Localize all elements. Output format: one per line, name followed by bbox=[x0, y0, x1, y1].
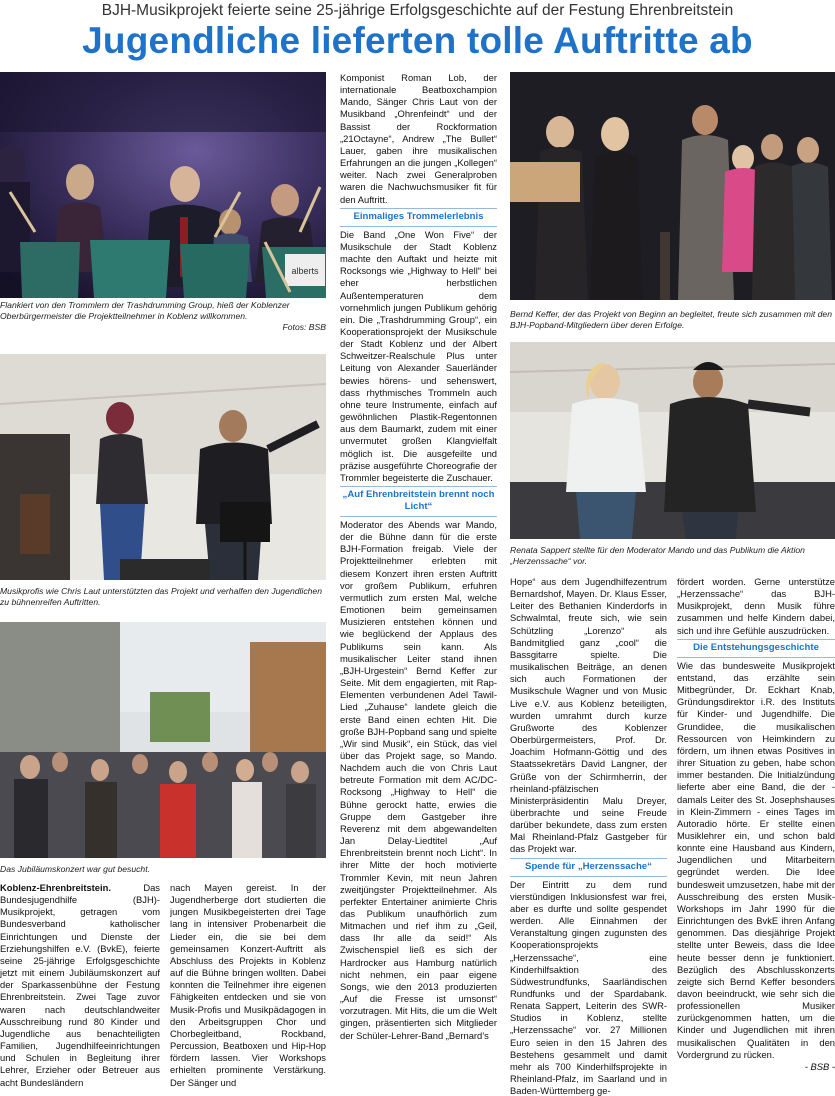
article-column-5 bbox=[677, 576, 835, 1096]
caption-photo1 bbox=[0, 300, 326, 334]
kicker: BJH-Musikprojekt feierte seine 25-jährige Erfolgsgeschichte auf der Festung Ehrenbreitstein bbox=[101, 2, 734, 19]
article-column-4 bbox=[510, 576, 667, 1096]
article-text-c4a: Hope“ aus dem Jugendhilfezentrum Bernardshof, Mayen. Dr. Klaus Esser, Leiter des Bethanien Kinderdorfs in Schwalmtal, freute sich, wie sein Schützling „Lorenzo“ als Bandmitglied ganz „cool“ die Bassgitarre spielte. Die musikalischen Beiträge, an denen sich auch Formationen der Musikschule Wagner und von Music Live e.V. aus Koblenz beteiligten, wurden umrahmt durch kurze Grußworte des Koblenzer Oberbürgermeisters, Prof. Dr. Joachim Hofmann-Göttig und des Staatssekretärs David Langner, der Grüße von der Schirmherrin, der rheinland-pfälzischen Ministerpräsidentin Malu Dreyer, überbrachte und seine Freude darüber bekundete, dass zum ersten Mal Rheinland-Pfalz Gastgeber für das Projekt war. bbox=[510, 576, 667, 855]
subhead-herzenssache: Spende für „Herzenssache“ bbox=[510, 858, 667, 877]
photo-chris-laut-stage-image bbox=[0, 354, 326, 580]
article-column-2 bbox=[170, 882, 326, 1096]
article-text-c3b: Die Band „One Won Five“ der Musikschule der Stadt Koblenz machte den Auftakt und heizte mit Rocksongs wie „Highway to Hell“ bei eher herbstlichen Außentemperaturen dem vornehmlich jungen Publikum gehörig ein. Die „Trashdrumming Group“, ein Kooperationsprojekt der Musikschule der Stadt Koblenz und der Albert Schweitzer-Realschule Plus unter Leitung von Alexander Sauerländer bewies hörens- und sehenswert, dass rhythmisches Trommeln auch ohne teure Instrumente, einfach auf gewöhnlichen Plastik-Regentonnen aus dem Baumarkt, zudem mit einer unvermutet großen Klangvielfalt möglich ist. Die ausgefeilte und präzise ausgeführte Choreografie der Trommler begeisterte die Zuschauer. bbox=[340, 228, 497, 483]
headline: Jugendliche lieferten tolle Auftritte ab bbox=[82, 20, 753, 61]
photo-credit: Fotos: BSB bbox=[282, 322, 326, 333]
caption-photo4: Bernd Keffer, der das Projekt von Beginn an begleitet, freute sich zusammen mit den BJH-Popband-Mitgliedern über deren Erfolge. bbox=[510, 309, 832, 331]
caption-photo3: Das Jubiläumskonzert war gut besucht. bbox=[0, 864, 150, 874]
article-text-c4b: Der Eintritt zu dem rund vierstündigen Inklusionsfest war frei, aber es durfte und sollte gespendet werden. Alle Einnahmen der Veranstaltung gingen zugunsten des Kooperationsprojekts „Herzenssache“, eine Kinderhilfsaktion des Südwestrundfunks, Saarländischen Rundfunks und der Spardabank. Renata Sappert, Leiterin des SWR-Studios in Koblenz, stellte „Herzenssache“ vor. 27 Millionen Euro seien in den 15 Jahren des Bestehens gesammelt und damit mehr als 700 Kinderhilfsprojekte in Rheinland-Pfalz, im Saarland und in Baden-Württemberg ge- bbox=[510, 878, 667, 1096]
caption-photo5: Renata Sappert stellte für den Moderator Mando und das Publikum die Aktion „Herzenssache“ vor. bbox=[510, 545, 805, 567]
banner-text: alberts bbox=[291, 266, 319, 276]
article-column-1 bbox=[0, 882, 160, 1096]
article-column-3 bbox=[340, 72, 497, 1096]
author-signature: - BSB - bbox=[804, 1060, 835, 1072]
article-text-c1: Das Bundesjugendhilfe (BJH)-Musikprojekt, getragen vom Bundesverband katholischer Einrichtungen und Dienste der Erziehungshilfen e.V. (BvkE), feierte seine 25-jährige Erfolgsgeschichte jetzt mit einem Jubiläumskonzert auf der Sparkassenbühne der Festung Ehrenbreitstein. Zwei Tage zuvor waren nach deutschlandweiter Ausschreibung rund 80 Kinder und Jugendliche aus benachteiligten Familien, Jugendhilfeeinrichtungen und Schulen in Begleitung ihrer Lehrer, Erzieher oder Betreuer aus acht Bundesländern bbox=[0, 882, 160, 1088]
photo-crowd bbox=[0, 622, 326, 858]
article-text-c3c: Moderator des Abends war Mando, der die Bühne dann für die erste BJH-Formation freigab. Viele der Projektteilnehmer erlebten mit diesem Konzert ihren ersten Auftritt vor großem Publikum, erfuhren vermutlich zum ersten Mal, welche Emotionen beim gemeinsamen Musizieren entstehen können und wie beglückend der Applaus des Publikums sein kann. Als musikalischer Leiter stand ihnen „BJH-Urgestein“ Bernd Keffer zur Seite. Mit dem engagierten, mit Rap-Elementen verbundenen Adel Tawil-Lied „Zuhause“ landete gleich die erste Band einen echten Hit. Die große BJH-Popband sang und spielte „Wir sind Musik“, ein Stück, das viel über das Projekt sage, so Mando. Nachdem auch die von Chris Laut betreute Formation mit dem AC/DC-Rocksong „Highway to Hell“ die Bühne gerockt hatte, erwies die Gruppe dem Gastgeber ihre Reverenz mit dem abgewandelten Jan Delay-Liedtitel „Auf Ehrenbreitstein brennt noch Licht“. In ihrer Mitte der hoch motivierte Trommler Kevin, mit neun Jahren zweitjüngster Projektteilnehmer. Als perfekter Entertainer animierte Chris das Publikum unaufhörlich zum Mitmachen und rief ihm zu „Geil, dass Ihr alle da seid!“ Als Zwischenspiel ließ es sich der Hardrocker aus Hamburg natürlich nicht nehmen, ein paar eigene Songs, wie den 2013 produzierten „Auf die Fresse ist umsonst“ vorzutragen. Mit Hits, die um die Welt gingen, präsentierten sich Mitglieder der Schüler-Lehrer-Band „Bernard’s bbox=[340, 519, 497, 1041]
photo-popband-image bbox=[510, 72, 835, 300]
photo-herzenssache-image bbox=[510, 342, 835, 539]
article-text-c3a: Komponist Roman Lob, der internationale Beatboxchampion Mando, Sänger Chris Laut von der Musikband „Ohrenfeindt“ und der Bassist der Rockformation „21Octayne“, Andrew „The Bullet“ Lauer, gaben ihre musikalischen Erfahrungen an die jungen „Kollegen“ weiter. Nach zwei Generalproben waren die Nachwuchsmusiker fit für den Auftritt. bbox=[340, 72, 497, 205]
dateline: Koblenz-Ehrenbreitstein. bbox=[0, 882, 111, 893]
photo-chris-laut-stage bbox=[0, 354, 326, 580]
photo-crowd-image bbox=[0, 622, 326, 858]
subhead-ehrenbreitstein: „Auf Ehrenbreitstein brennt noch Licht“ bbox=[340, 486, 497, 517]
subhead-entstehungsgeschichte: Die Entstehungsgeschichte bbox=[677, 639, 835, 658]
photo-drummers-mayor-image bbox=[0, 72, 326, 298]
subhead-trommelerlebnis: Einmaliges Trommelerlebnis bbox=[340, 208, 497, 227]
photo-herzenssache bbox=[510, 342, 835, 539]
photo-popband bbox=[510, 72, 835, 300]
caption-photo1-text: Flankiert von den Trommlern der Trashdrumming Group, hieß der Koblenzer Oberbürgermeister die Projektteilnehmer in Koblenz willkommen. bbox=[0, 300, 290, 322]
caption-photo2: Musikprofis wie Chris Laut unterstützten das Projekt und verhalfen den Jugendlichen zu bühnenreifen Auftritten. bbox=[0, 586, 322, 608]
article-text-c5b: Wie das bundesweite Musikprojekt entstand, das erzählte sein Mitbegründer, Dr. Eckhart Knab, Gründungsdirektor i.R. des Instituts für Kinder- und Jugendhilfe. Die Grundidee, die musikalischen Ressourcen von Heimkindern zu fördern, um ihnen etwas Positives in ihrer Situation zu geben, habe schon immer bestanden. Die Initialzündung lieferte aber eine Band, die der - damals Leiter des St. Josephshauses in Klein-Zimmern - eines Tages im Autoradio hörte. Er stellte einen Musiklehrer ein, und schon bald konnte eine Hausband aus Kindern, Jugendlichen und Mitarbeitern gegründet werden. Die Idee bundesweit umzusetzen, habe mit der Ausschreibung des ersten Musik-Workshops im Jahr 1990 für die Einrichtungen des BvkE ihren Anfang genommen. Das diesjährige Projekt stellte unter Beweis, dass die Idee heute besser denn je funktioniert. Bezüglich des Abschlusskonzerts zeigte sich Bernd Keffer besonders davon beeindruckt, wie sehr sich die professionellen Musiker zurückgenommen hatten, um die Kinder und Jugendlichen mit ihren musikalischen Qualitäten in den Vordergrund zu rücken. bbox=[677, 659, 835, 1060]
article-text-c2: nach Mayen gereist. In der Jugendherberge dort studierten die jungen Musikbegeisterten drei Tage lang in intensiver Probenarbeit die Lieder ein, die sie bei dem gemeinsamen Konzert-Auftritt als Abschluss des Projekts in Koblenz auf die Bühne bringen wollten. Dabei konnten die Teilnehmer ihre eigenen Fähigkeiten entdecken und sie von Musik-Profis und Musikpädagogen in den Arbeitsgruppen Chor und Chorbegleitband, Rockband, Percussion, Beatboxen und Hip-Hop fördern lassen. Vier Workshops erhielten prominente Verstärkung. Der Sänger und bbox=[170, 882, 326, 1088]
photo-drummers-mayor bbox=[0, 72, 326, 298]
article-text-c5a: fördert worden. Gerne unterstütze „Herzenssache“ das BJH-Musikprojekt, denn Musik führe zusammen und helfe Kindern dabei, sich und ihre Gefühle auszudrücken. bbox=[677, 576, 835, 636]
